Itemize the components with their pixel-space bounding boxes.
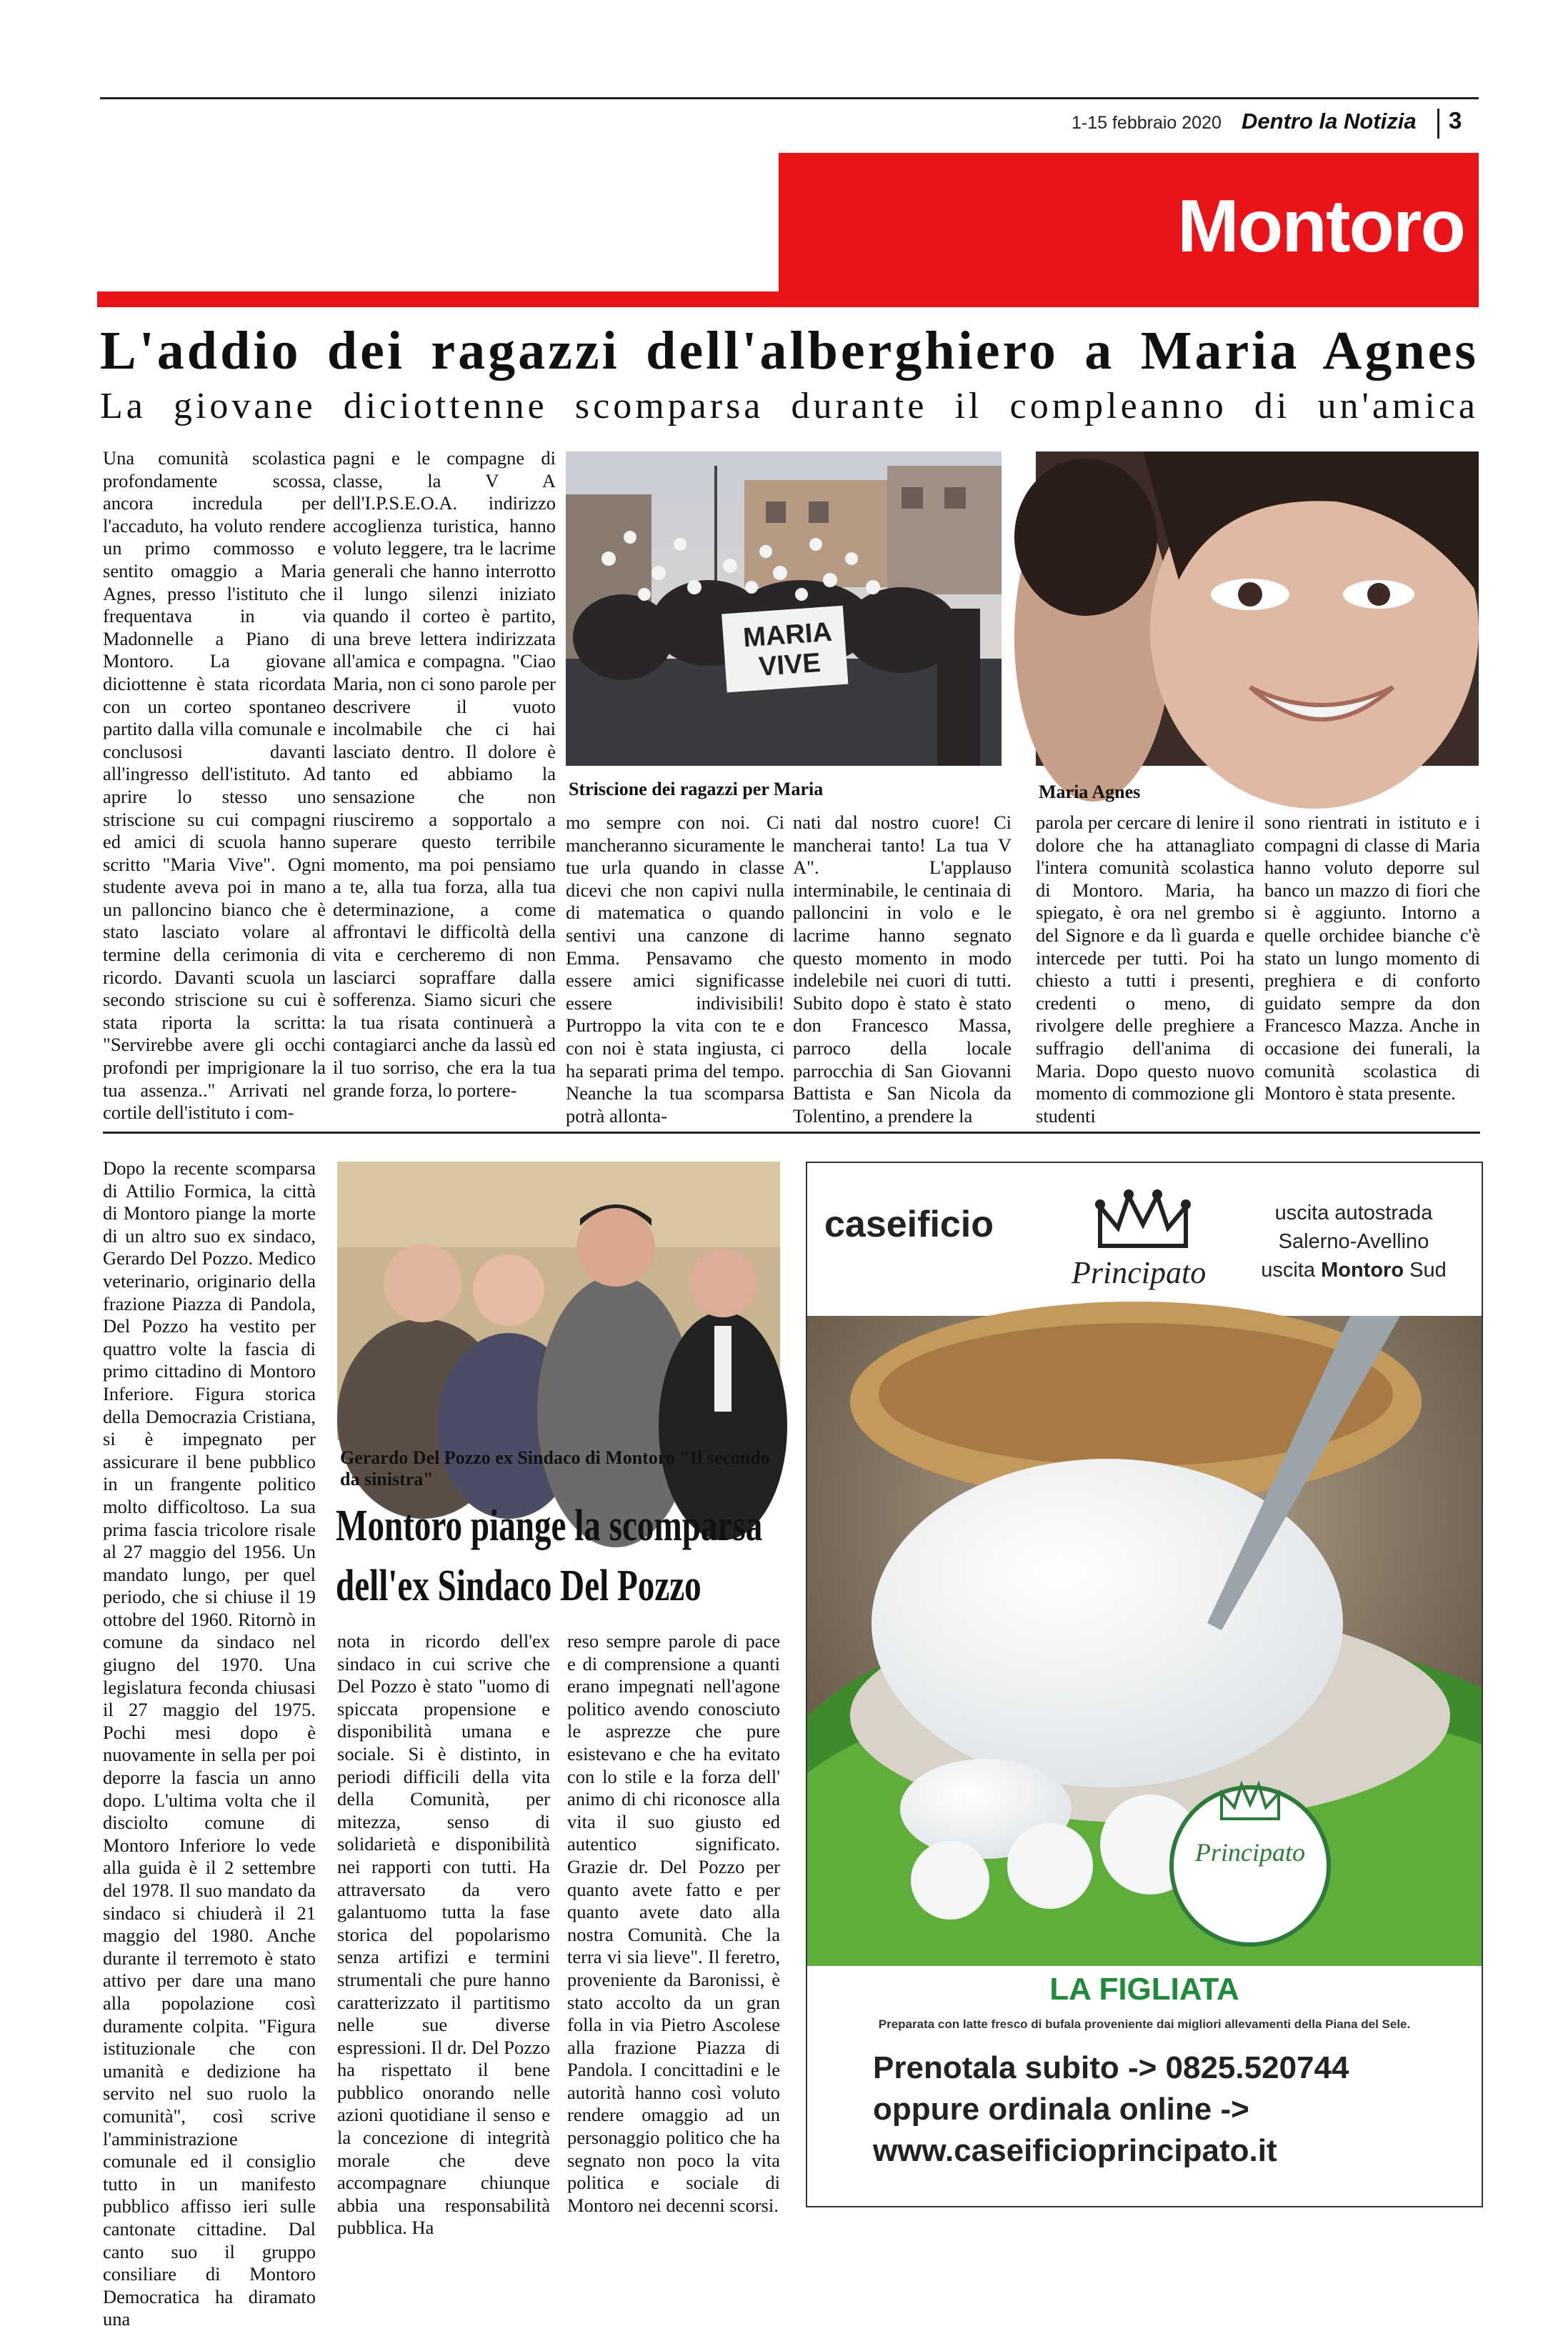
march-photo xyxy=(566,451,1002,766)
march-illustration xyxy=(566,451,1002,766)
section-title: Montoro xyxy=(1177,185,1464,268)
banner-text: MARIA VIVE xyxy=(741,617,834,682)
ad-product-description: Preparata con latte fresco di bufala proveniente dai migliori allevamenti della Piana del Sele. xyxy=(878,2017,1411,2031)
ad-order-online: oppure ordinala online -> xyxy=(873,2092,1249,2127)
article1-col5: parola per cercare di lenire il dolore che ha attanagliato l'intera comunità scolastica di Montoro. Maria, ha spiegato, è ora nel grembo del Signore e da lì guarda e intercede per tutti. Poi ha chiesto a tutti i presenti, credenti o meno, di rivolgere delle preghiere a suffragio dell'anima di Maria. Dopo questo nuovo momento di commozione gli studenti xyxy=(1036,812,1254,1127)
article-separator xyxy=(103,1132,1480,1134)
article1-col6: sono rientrati in istituto e i compagni di classe di Maria hanno voluto deporre sul banco un mazzo di fiori che si è aggiunto. Intorno a quelle orchidee bianche c'è stato un lungo momento di preghiera e di conforto guidato sempre da don Francesco Mazza. Anche in occasione dei funerali, la comunità scolastica di Montoro è stata presente. xyxy=(1264,812,1480,1104)
mayor-illustration xyxy=(337,1162,780,1440)
issue-date: 1-15 febbraio 2020 xyxy=(1072,113,1222,133)
article1-col4: nati dal nostro cuore! Ci mancherai tanto! La tua V A". L'applauso interminabile, le centinaia di palloncini in volo e le lacrime hanno segnato questo momento in modo indelebile nei cuori di tutti. Subito dopo è stato è stato don Francesco Massa, parroco della locale parrocchia di San Giovanni Battista e San Nicola da Tolentino, a prendere la xyxy=(793,812,1012,1127)
article1-col1: Una comunità scolastica profondamente scossa, ancora incredula per l'accaduto, ha voluto rendere un primo commosso e sentito omaggio a Maria Agnes, presso l'istituto che frequentava in via Madonnelle a Piano di Montoro. La giovane diciottenne è stata ricordata con un corteo spontaneo partito dalla villa comunale e conclusosi davanti all'ingresso dell'istituto. Ad aprire lo stesso uno striscione su cui compagni ed amici di scuola hanno scritto "Maria Vive". Ogni studente aveva poi in mano un palloncino bianco che è stato lasciato volare al termine della cerimonia di ricordo. Davanti scuola un secondo striscione su cui è stata riporta la scritta: "Servirebbe avere gli occhi profondi per imprigionare la tua assenza.." Arrivati nel cortile dell'istituto i com- xyxy=(103,447,326,1124)
caseificio-ad[interactable] xyxy=(806,1162,1483,2207)
header-rule xyxy=(100,97,1479,99)
newspaper-name: Dentro la Notizia xyxy=(1242,109,1417,134)
article2-col3: reso sempre parole di pace e di comprensione a quanti erano impegnati nell'agone politico avendo conosciuto le asprezze che pure esistevano e che ha evitato con lo stile e la forza dell' animo di chi riconosce alla vita il suo giusto ed autentico significato. Grazie dr. Del Pozzo per quanto avete fatto e per quanto avete dato alla nostra Comunità. Che la terra vi sia lieve". Il feretro, proveniente da Baronissi, è stato accolto da un gran folla in via Pietro Ascolese alla frazione Piazza di Pandola. I concittadini e le autorità hanno così voluto rendere omaggio ad un personaggio politico che ha segnato non poco la vita politica e sociale di Montoro nei decenni scorsi. xyxy=(567,1630,780,2216)
ad-brand: caseificio xyxy=(824,1204,994,1245)
ad-product-photo xyxy=(807,1316,1482,1966)
article2-col2: nota in ricordo dell'ex sindaco in cui scrive che Del Pozzo è stato "uomo di spiccata propensione e disponibilità umana e sociale. Si è distinto, in periodi difficili della vita della Comunità, per mitezza, senso di solidarietà e disponibilità nei rapporti con tutti. Ha attraversato da vero galantuomo tutta la fase storica del popolarismo senza artifizi e termini strumentali che pure hanno caratterizzato il partitismo nelle sue diverse espressioni. Il dr. Del Pozzo ha rispettato il bene pubblico onorando nelle azioni quotidiane il senso e la concezione di integrità morale che deve accompagnare chiunque abbia una responsabilità pubblica. Ha xyxy=(337,1630,550,2239)
ad-direction-line3-post: Sud xyxy=(1404,1259,1447,1282)
ad-direction-line3-pre: uscita xyxy=(1261,1259,1322,1282)
portrait-illustration xyxy=(1036,451,1479,766)
mayor-photo xyxy=(337,1162,780,1440)
ad-call-to-action xyxy=(873,2047,1473,2172)
mayor-photo-caption: Gerardo Del Pozzo ex Sindaco di Montoro "Il secondo da sinistra" xyxy=(340,1447,770,1489)
ad-direction-line3-bold: Montoro xyxy=(1321,1259,1404,1282)
ad-direction-line1: uscita autostrada xyxy=(1274,1202,1433,1224)
portrait-photo xyxy=(1036,451,1479,766)
ad-logo-text: Principato xyxy=(1072,1255,1207,1290)
badge-crown-icon xyxy=(1216,1780,1284,1823)
ad-website-link[interactable]: www.caseificioprincipato.it xyxy=(873,2133,1277,2168)
header-separator xyxy=(1437,109,1439,139)
page-number: 3 xyxy=(1449,107,1462,134)
ad-directions xyxy=(1236,1199,1472,1284)
portrait-photo-caption: Maria Agnes xyxy=(1039,782,1141,802)
crown-icon xyxy=(1093,1189,1193,1253)
section-bar xyxy=(97,291,1479,307)
ad-direction-line3 xyxy=(1236,1256,1472,1284)
article1-title: L'addio dei ragazzi dell'alberghiero a Maria Agnes xyxy=(100,321,1479,381)
article1-col2: pagni e le compagne di classe, la V A dell'I.P.S.E.O.A. indirizzo accoglienza turistica, hanno voluto leggere, tra le lacrime generali che hanno interrotto il lungo silenzi iniziato quando il corteo è partito, una breve lettera indirizzata all'amica e compagna. "Ciao Maria, non ci sono parole per descrivere il vuoto incolmabile che ci hai lasciato dentro. Il dolore è tanto ed abbiamo la sensazione che non riusciremo a sopportalo a superare questo terribile momento, ma poi pensiamo a te, alla tua forza, alla tua determinazione, a come affrontavi le difficoltà della vita e cercheremo di non lasciarci sopraffare dalla sofferenza. Siamo sicuri che la tua risata continuerà a contagiarci anche da lassù ed il tuo sorriso, che era la tua grande forza, lo portere- xyxy=(333,447,556,1101)
march-photo-caption: Striscione dei ragazzi per Maria xyxy=(569,779,824,799)
article2-title-line2: dell'ex Sindaco Del Pozzo xyxy=(336,1562,701,1610)
ad-direction-line2: Salerno-Avellino xyxy=(1278,1230,1429,1253)
article1-col3: mo sempre con noi. Ci mancheranno sicuramente le tue urla quando in classe dicevi che non capivi nulla di matematica o quando sentivi una canzone di Emma. Pensavamo che essere amici significasse essere indivisibili! Purtroppo la vita con te e con noi è stata ingiusta, ci ha separati prima del tempo. Neanche la tua scomparsa potrà allonta- xyxy=(566,812,784,1127)
ad-phone[interactable]: Prenotala subito -> 0825.520744 xyxy=(873,2050,1349,2085)
article1-subtitle: La giovane diciottenne scomparsa durante il compleanno di un'amica xyxy=(100,386,1479,426)
ad-product-name: LA FIGLIATA xyxy=(1049,1972,1239,2007)
badge-text: Principato xyxy=(1195,1838,1305,1867)
article2-col1: Dopo la recente scomparsa di Attilio Formica, la città di Montoro piange la morte di un altro suo ex sindaco, Gerardo Del Pozzo. Medico veterinario, originario della frazione Piazza di Pandola, Del Pozzo ha vestito per quattro volte la fascia di primo cittadino di Montoro Inferiore. Figura storica della Democrazia Cristiana, si è impegnato per assicurare il bene pubblico in un frangente politico molto difficoltoso. La sua prima fascia tricolore risale al 27 maggio del 1956. Un mandato lungo, per quel periodo, che si chiuse il 19 ottobre del 1960. Ritornò in comune da sindaco nel giugno del 1970. Una legislatura feconda chiusasi il 27 maggio del 1975. Pochi mesi dopo è nuovamente in sella per poi deporre la fascia un anno dopo. L'ultima volta che il disciolto comune di Montoro Inferiore lo vede alla guida è il 2 settembre del 1978. Il suo mandato da sindaco si chiuderà il 21 maggio del 1980. Anche durante il terremoto è stato attivo per dare una mano alla popolazione così duramente colpita. "Figura istituzionale che con umanità e dedizione ha servito nel suo ruolo la comunità", così scrive l'amministrazione comunale ed il consiglio tutto in un manifesto pubblico affisso ieri sulle cantonate cittadine. Dal canto suo il gruppo consiliare di Montoro Democratica ha diramato una xyxy=(103,1157,316,2330)
mozzarella-illustration xyxy=(807,1316,1482,1966)
article2-title-line1: Montoro piange la scomparsa xyxy=(336,1502,763,1550)
